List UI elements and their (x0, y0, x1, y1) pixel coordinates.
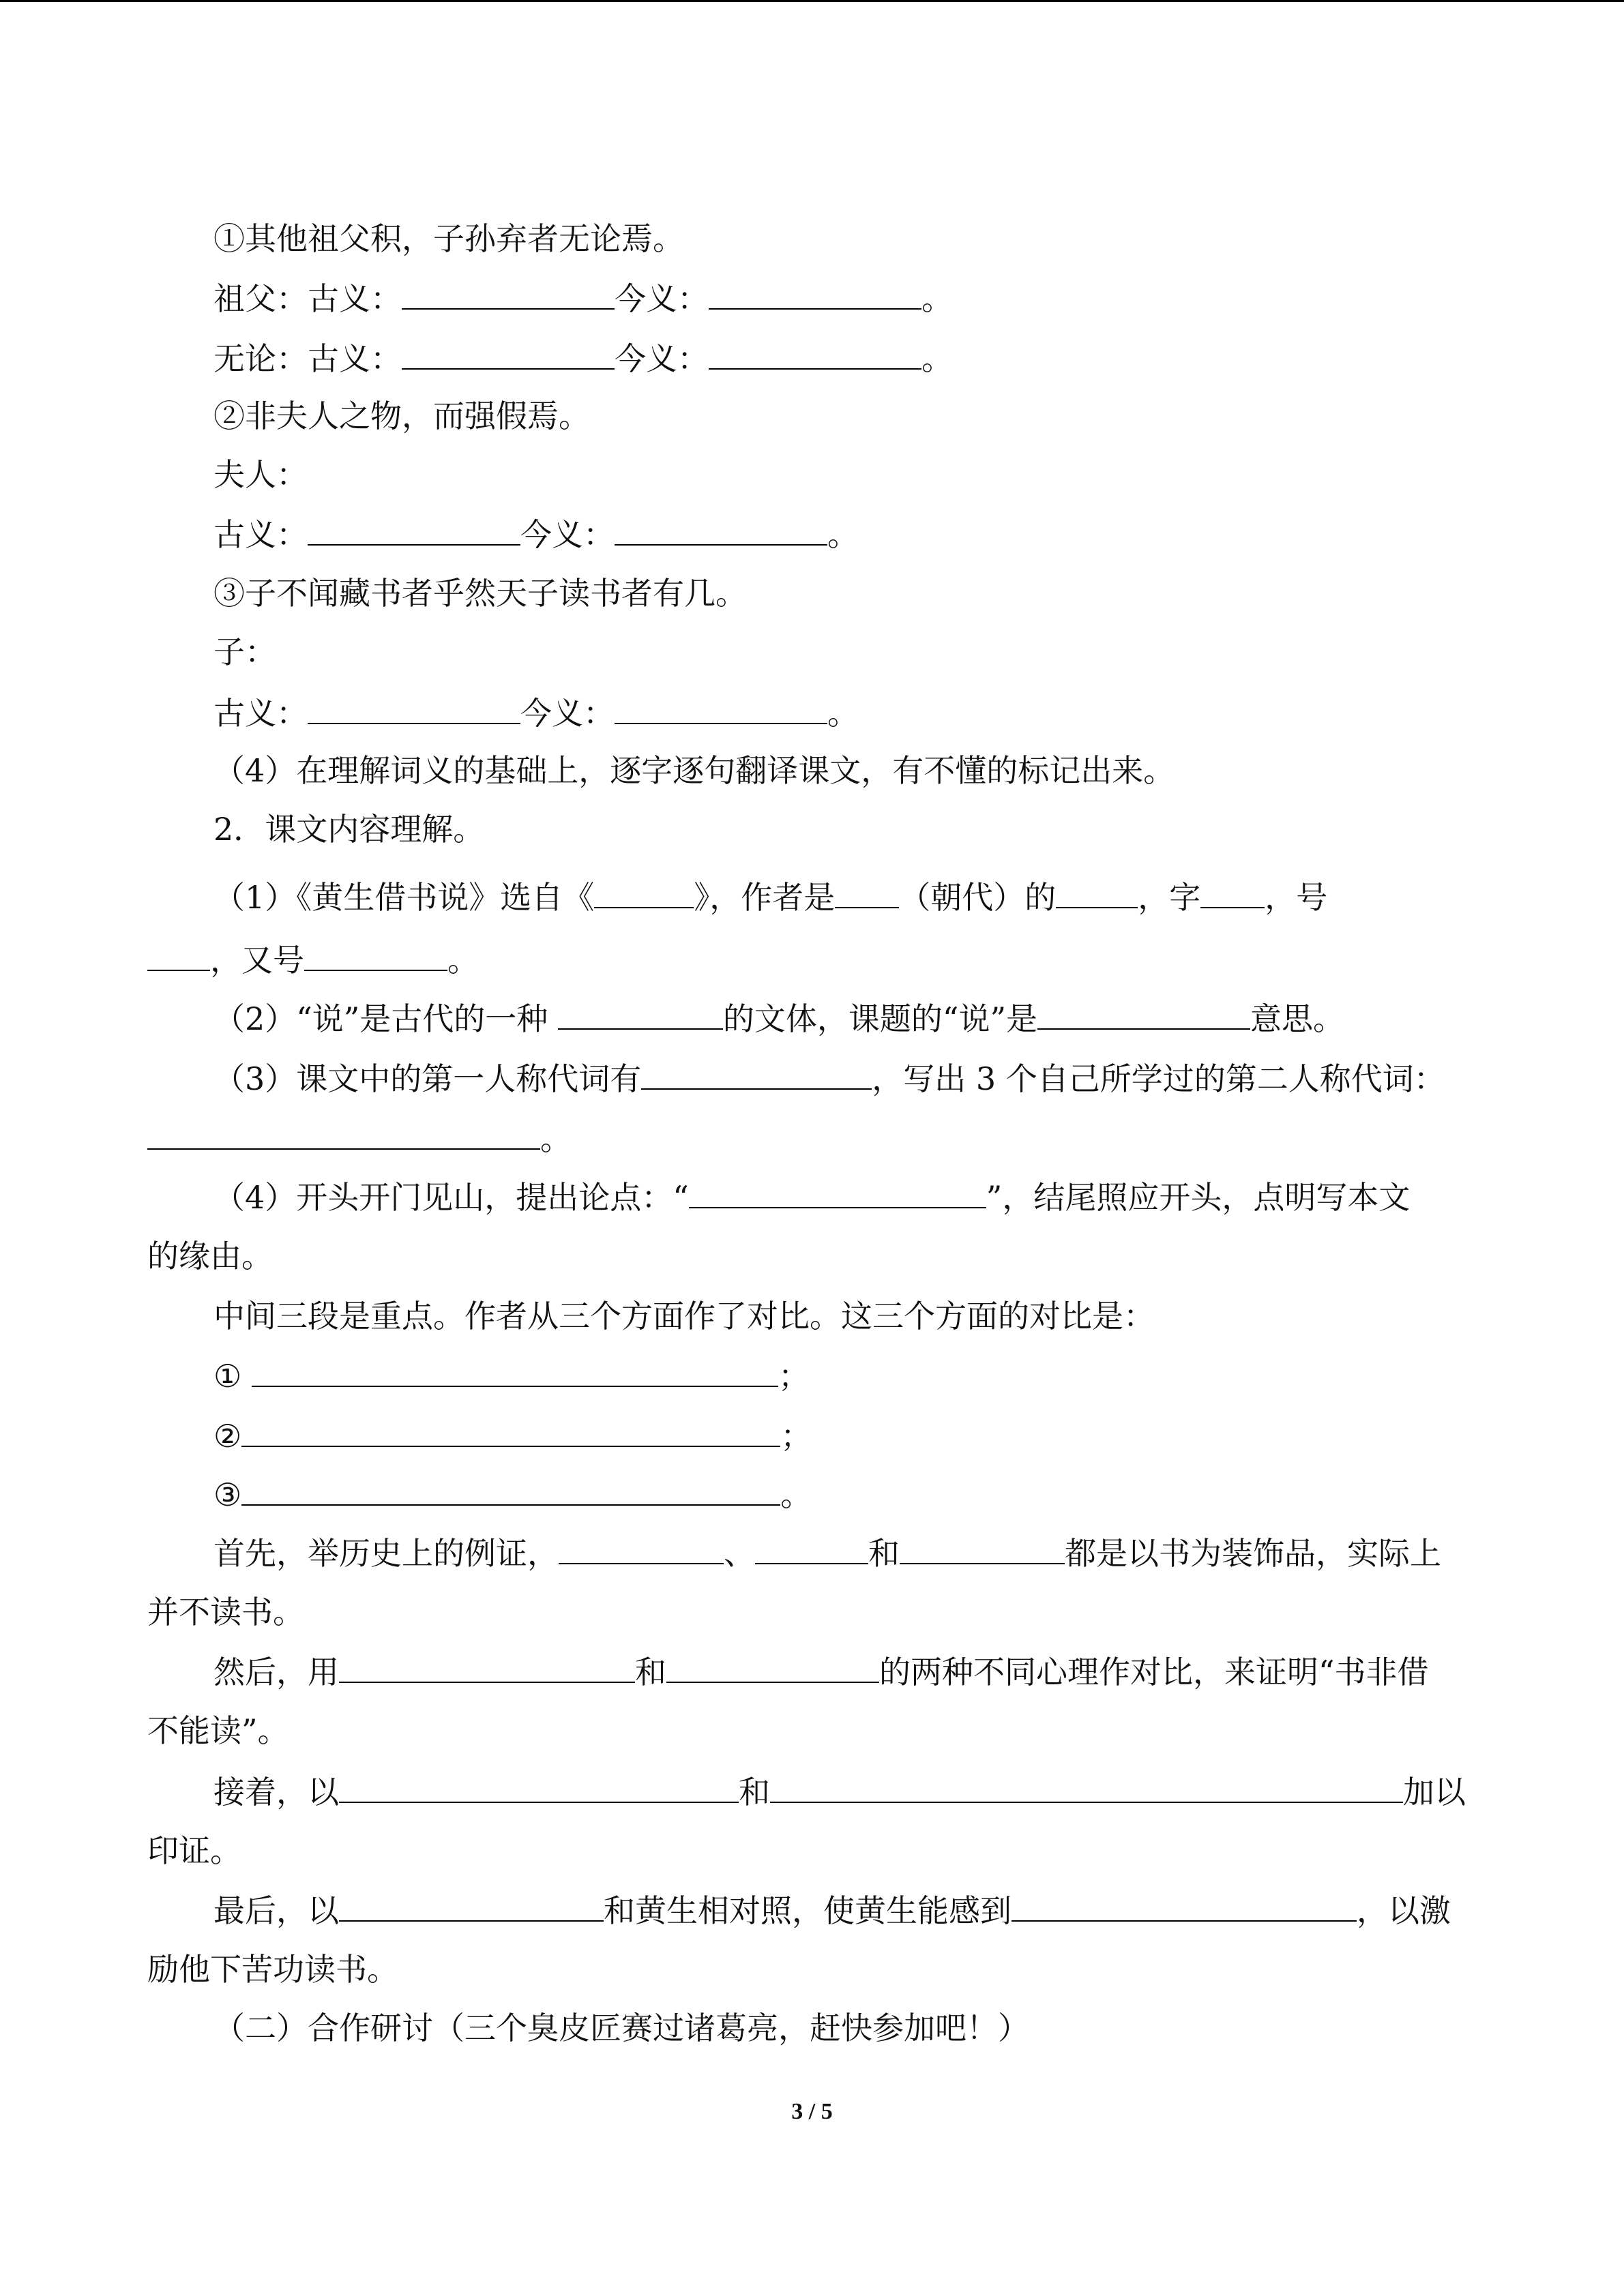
translation-instruction (0, 750, 1624, 791)
section-heading-discussion (0, 2008, 1624, 2048)
text-run: ① (213, 1358, 252, 1395)
blank-example-2[interactable] (755, 1532, 868, 1564)
blank-ancient-meaning[interactable] (402, 337, 615, 370)
blank-mindset-2[interactable] (666, 1650, 879, 1683)
text-run: 夫人： (213, 456, 308, 493)
blank-evidence-1[interactable] (339, 1770, 739, 1803)
blank-courtesy-name[interactable] (1200, 876, 1265, 908)
contrast-intro (0, 1296, 1624, 1337)
text-run: 。 (447, 942, 479, 979)
blank-ancient-meaning[interactable] (308, 691, 520, 724)
text-run: ③ (213, 1476, 242, 1513)
text-run: 不能读”。 (147, 1712, 289, 1749)
text-run: ，写出 3 个自己所学过的第二人称代词： (872, 1060, 1445, 1097)
text-run: ，字 (1138, 879, 1201, 916)
blank-ancient-meaning[interactable] (402, 277, 615, 310)
text-run: 。 (921, 340, 953, 377)
text-run: 印证。 (147, 1832, 241, 1869)
text-run: 的两种不同心理作对比，来证明“书非借 (879, 1654, 1429, 1690)
example-sentence-1 (0, 218, 1624, 259)
contrast-item-3 (0, 1473, 1624, 1514)
text-run: （1）《黄生借书说》选自《 (213, 879, 595, 916)
blank-other-art-name[interactable] (304, 938, 447, 971)
text-run: （朝代）的 (899, 879, 1057, 916)
text-run: 和 (868, 1535, 900, 1572)
page-top-border (0, 0, 1624, 2)
text-run: 首先，举历史上的例证， (213, 1535, 559, 1572)
example-sentence-3 (0, 573, 1624, 614)
text-run: 意思。 (1250, 1000, 1344, 1037)
contrast-item-2 (0, 1414, 1624, 1455)
question-source-author (0, 876, 1624, 916)
contrast-item-1 (0, 1354, 1624, 1395)
text-run: ，又号 (210, 942, 304, 979)
text-run: ，以激 (1357, 1892, 1451, 1929)
text-run: 和 (739, 1774, 770, 1810)
text-run: 的缘由。 (147, 1238, 273, 1274)
blank-contrast-1[interactable] (252, 1354, 778, 1387)
text-run: 。 (827, 695, 859, 732)
text-run: ”，结尾照应开头，点明写本文 (986, 1179, 1411, 1216)
blank-feeling[interactable] (1012, 1889, 1357, 1922)
page-number: 3 / 5 (791, 2099, 833, 2124)
blank-first-person-pronouns[interactable] (641, 1057, 872, 1090)
text-run: ①其他祖父积，子孙弃者无论焉。 (213, 220, 684, 257)
text-run: 子： (213, 633, 276, 670)
blank-example-3[interactable] (900, 1532, 1065, 1564)
text-run: ； (778, 1358, 810, 1395)
example-sentence-2 (0, 396, 1624, 436)
text-run: 中间三段是重点。作者从三个方面作了对比。这三个方面的对比是： (213, 1298, 1155, 1335)
text-run: 。 (780, 1476, 812, 1513)
text-run: 并不读书。 (147, 1594, 304, 1630)
blank-thesis[interactable] (689, 1176, 986, 1208)
text-run: （2）“说”是古代的一种 (213, 1000, 558, 1037)
text-run: 祖父：古义： (213, 280, 402, 317)
blank-art-name[interactable] (147, 938, 210, 971)
blank-author[interactable] (1056, 876, 1138, 908)
text-run: 。 (827, 516, 859, 553)
blank-modern-meaning[interactable] (709, 277, 921, 310)
blank-modern-meaning[interactable] (615, 513, 827, 546)
blank-second-person-pronouns[interactable] (147, 1117, 540, 1150)
blank-ancient-meaning[interactable] (308, 513, 520, 546)
text-run: ②非夫人之物，而强假焉。 (213, 398, 590, 434)
text-run: ② (213, 1418, 242, 1455)
text-run: 励他下苦功读书。 (147, 1951, 398, 1988)
text-run: 和黄生相对照，使黄生能感到 (604, 1892, 1012, 1929)
text-run: 2．课文内容理解。 (213, 811, 485, 848)
text-run: 。 (540, 1120, 572, 1157)
blank-dynasty[interactable] (835, 876, 899, 908)
question-thesis (0, 1176, 1624, 1217)
text-run: （3）课文中的第一人称代词有 (213, 1060, 642, 1097)
text-run: （二）合作研讨（三个臭皮匠赛过诸葛亮，赶快参加吧！） (213, 2010, 1029, 2046)
paragraph-finally-cont (0, 1949, 1624, 1990)
text-run: 今义： (615, 280, 709, 317)
word-meaning-zufu (0, 277, 1624, 318)
blank-evidence-2[interactable] (770, 1770, 1403, 1803)
text-run: 今义： (520, 695, 615, 732)
section-heading-comprehension (0, 809, 1624, 850)
text-run: 今义： (520, 516, 615, 553)
text-run: 古义： (213, 516, 308, 553)
paragraph-next (0, 1770, 1624, 1811)
text-run: 》，作者是 (694, 879, 836, 916)
paragraph-finally (0, 1889, 1624, 1930)
text-run: 的文体，课题的“说”是 (722, 1000, 1037, 1037)
word-meaning-zi (0, 691, 1624, 732)
paragraph-first (0, 1532, 1624, 1572)
text-run: 、 (724, 1535, 755, 1572)
text-run: ，号 (1265, 879, 1328, 916)
text-run: 加以 (1403, 1774, 1466, 1810)
blank-contrast-2[interactable] (241, 1414, 780, 1447)
text-run: 和 (635, 1654, 666, 1690)
paragraph-next-cont (0, 1830, 1624, 1871)
text-run: 都是以书为装饰品，实际上 (1065, 1535, 1441, 1572)
question-source-author-cont (0, 938, 1624, 979)
text-run: ； (780, 1418, 812, 1455)
word-meaning-furen (0, 513, 1624, 554)
blank-example-1[interactable] (559, 1532, 724, 1564)
question-thesis-cont (0, 1236, 1624, 1277)
blank-source-book[interactable] (594, 876, 694, 908)
blank-comparison-person[interactable] (339, 1889, 604, 1922)
text-run: 。 (921, 280, 953, 317)
text-run: （4）开头开门见山，提出论点：“ (213, 1179, 689, 1216)
blank-title-meaning[interactable] (1037, 997, 1250, 1030)
question-genre (0, 997, 1624, 1038)
text-run: 最后，以 (213, 1892, 339, 1929)
blank-modern-meaning[interactable] (615, 691, 827, 724)
paragraph-then-cont (0, 1710, 1624, 1751)
text-run: 今义： (615, 340, 709, 377)
blank-contrast-3[interactable] (241, 1473, 780, 1506)
blank-genre[interactable] (558, 997, 723, 1030)
blank-modern-meaning[interactable] (709, 337, 921, 370)
text-run: （4）在理解词义的基础上，逐字逐句翻译课文，有不懂的标记出来。 (213, 752, 1175, 789)
paragraph-first-cont (0, 1592, 1624, 1632)
word-label-furen (0, 454, 1624, 495)
question-pronouns (0, 1057, 1624, 1098)
question-pronouns-cont (0, 1117, 1624, 1158)
text-run: 古义： (213, 695, 308, 732)
blank-mindset-1[interactable] (339, 1650, 635, 1683)
text-run: ③子不闻藏书者乎然天子读书者有几。 (213, 575, 747, 612)
word-meaning-wulun (0, 337, 1624, 378)
paragraph-then (0, 1650, 1624, 1691)
text-run: 然后，用 (213, 1654, 339, 1690)
text-run: 接着，以 (213, 1774, 339, 1810)
text-run: 无论：古义： (213, 340, 402, 377)
word-label-zi (0, 631, 1624, 672)
